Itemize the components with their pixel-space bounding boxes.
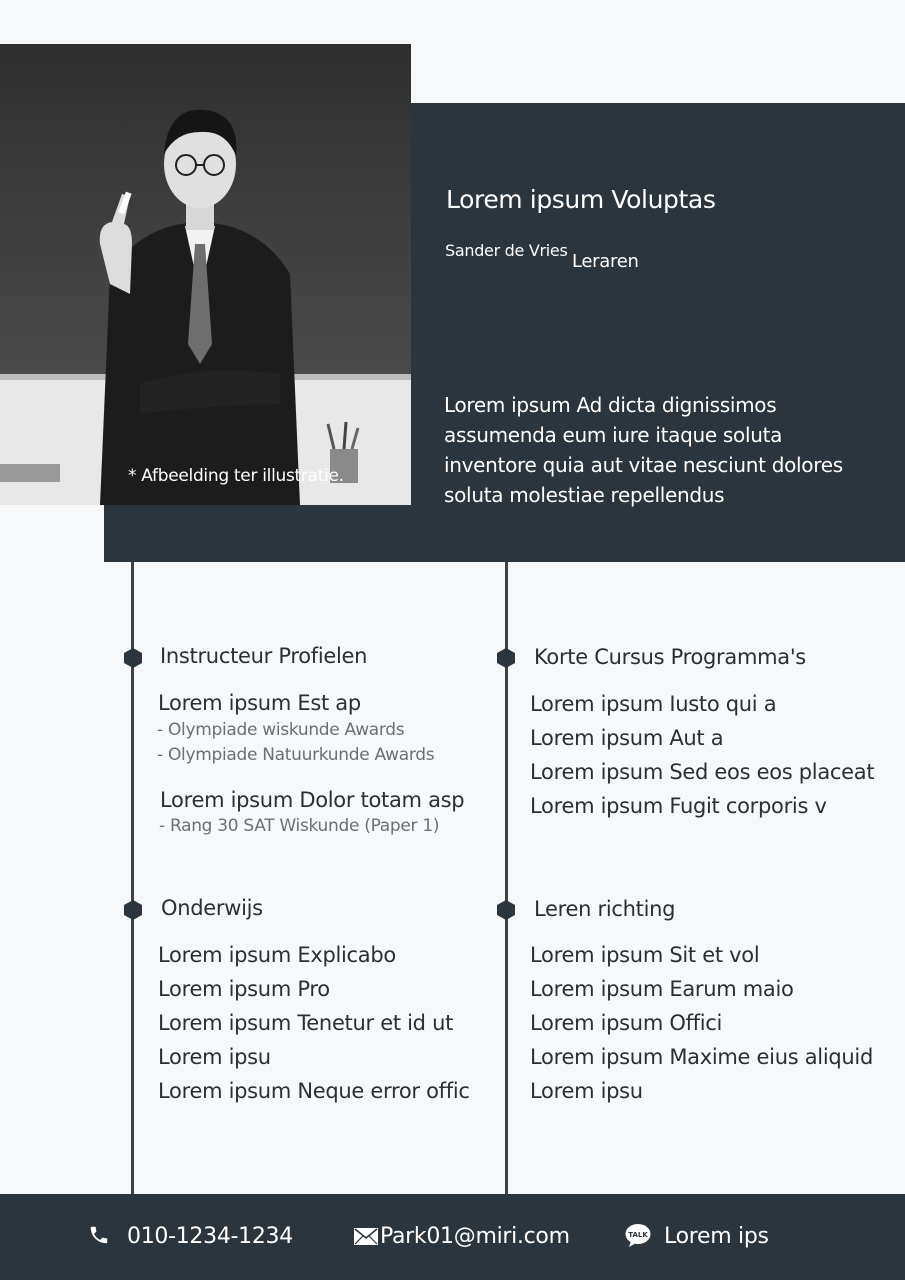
talk-bubble-icon — [625, 1224, 651, 1248]
hexagon-bullet-icon — [123, 900, 143, 920]
talk-id[interactable]: Lorem ips — [664, 1224, 769, 1249]
list-item: Lorem ipsum Est ap — [158, 691, 361, 715]
list-item: Lorem ipsum Maxime eius aliquid — [530, 1045, 873, 1069]
teacher-role: Leraren — [572, 251, 639, 272]
hero-description: Lorem ipsum Ad dicta dignissimos assumenda eum iure itaque soluta inventore quia aut vitae nesciunt dolores soluta molestiae repellendus — [444, 393, 843, 507]
list-item: Lorem ipsu — [530, 1079, 643, 1103]
list-item: Lorem ipsum Aut a — [530, 726, 724, 750]
list-item: Lorem ipsum Earum maio — [530, 977, 794, 1001]
list-item: Lorem ipsum Offici — [530, 1011, 723, 1035]
list-subitem: - Olympiade wiskunde Awards — [157, 720, 405, 740]
list-item: Lorem ipsum Fugit corporis v — [530, 794, 827, 818]
hexagon-bullet-icon — [496, 900, 516, 920]
list-item: Lorem ipsum Sed eos eos placeat — [530, 760, 875, 784]
list-item: Lorem ipsum Sit et vol — [530, 943, 760, 967]
footer-contact-bar — [0, 1194, 905, 1280]
phone-number[interactable]: 010-1234-1234 — [127, 1224, 293, 1249]
talk-badge-label: TALK — [628, 1231, 648, 1239]
list-subitem: - Olympiade Natuurkunde Awards — [157, 745, 435, 765]
hexagon-bullet-icon — [123, 648, 143, 668]
section-title-direction: Leren richting — [534, 897, 676, 921]
photo-caption: * Afbeelding ter illustratie. — [128, 466, 344, 486]
section-title-education: Onderwijs — [161, 896, 263, 920]
list-item: Lorem ipsum Pro — [158, 977, 330, 1001]
list-item: Lorem ipsu — [158, 1045, 271, 1069]
hero-title: Lorem ipsum Voluptas — [446, 185, 716, 214]
phone-icon — [88, 1224, 110, 1246]
list-subitem: - Rang 30 SAT Wiskunde (Paper 1) — [159, 816, 440, 836]
list-item: Lorem ipsum Explicabo — [158, 943, 396, 967]
list-item: Lorem ipsum Tenetur et id ut — [158, 1011, 454, 1035]
envelope-icon — [354, 1228, 378, 1245]
section-title-profiles: Instructeur Profielen — [160, 644, 368, 668]
list-item: Lorem ipsum Iusto qui a — [530, 692, 777, 716]
section-title-courses: Korte Cursus Programma's — [534, 645, 806, 669]
list-item: Lorem ipsum Neque error offic — [158, 1079, 470, 1103]
email-address[interactable]: Park01@miri.com — [380, 1224, 570, 1249]
hexagon-bullet-icon — [496, 648, 516, 668]
list-item: Lorem ipsum Dolor totam asp — [160, 788, 465, 812]
teacher-photo — [0, 44, 411, 505]
teacher-name: Sander de Vries — [445, 241, 568, 260]
